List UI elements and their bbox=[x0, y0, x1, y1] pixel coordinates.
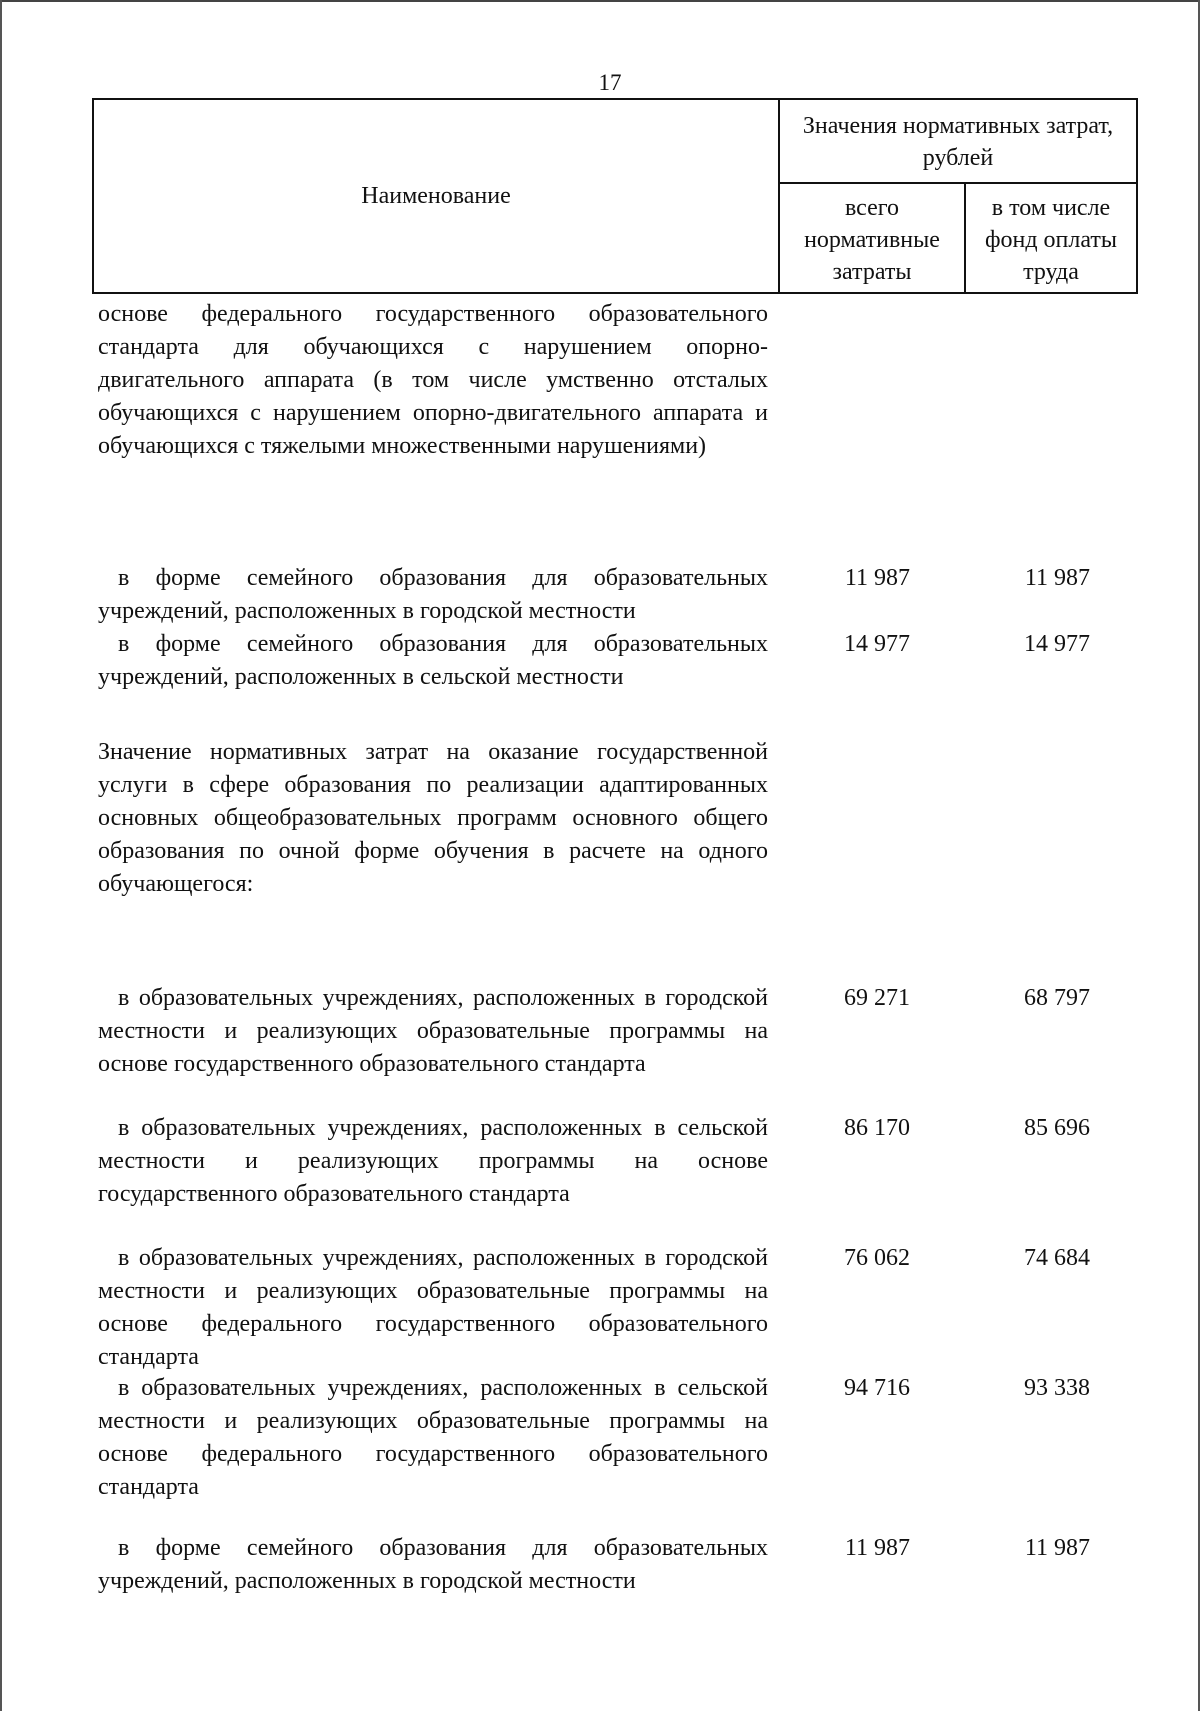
header-wage-fund: в том числе фонд оплаты труда bbox=[984, 195, 1118, 285]
header-total-costs: всего нормативные затраты bbox=[804, 195, 940, 285]
table-row-text: в образовательных учреждениях, расположенных в городской местности и реализующих образовательные программы на основе федерального государственного образовательного стандарта bbox=[98, 1245, 768, 1370]
header-name: Наименование bbox=[361, 183, 511, 209]
table-row-total: 86 170 bbox=[844, 1115, 910, 1141]
section-heading: Значение нормативных затрат на оказание государственной услуги в сфере образования по реализации адаптированных основных общеобразовательных программ основного общего образования по очной форме обучения в расчете на одного обучающегося: bbox=[98, 739, 768, 897]
table-row-wage: 14 977 bbox=[1024, 631, 1090, 657]
table-row-text: в форме семейного образования для образовательных учреждений, расположенных в сельской местности bbox=[98, 631, 768, 690]
header-values-group: Значения нормативных затрат, рублей bbox=[802, 113, 1114, 171]
table-row-wage: 11 987 bbox=[1024, 1535, 1090, 1561]
scan-edge-top bbox=[0, 0, 1200, 2]
table-row-total: 94 716 bbox=[844, 1375, 910, 1401]
table-row-total: 76 062 bbox=[844, 1245, 910, 1271]
table-row-wage: 85 696 bbox=[1024, 1115, 1090, 1141]
table-row-text: в образовательных учреждениях, расположенных в сельской местности и реализующих программы на основе государственного образовательного стандарта bbox=[98, 1115, 768, 1207]
table-row-wage: 74 684 bbox=[1024, 1245, 1090, 1271]
table-row-wage: 68 797 bbox=[1024, 985, 1090, 1011]
table-row-text: в форме семейного образования для образовательных учреждений, расположенных в городской местности bbox=[98, 1535, 768, 1594]
table-row-text: в форме семейного образования для образовательных учреждений, расположенных в городской местности bbox=[98, 565, 768, 624]
page-number: 17 bbox=[598, 70, 622, 95]
table-row-text: в образовательных учреждениях, расположенных в сельской местности и реализующих образовательные программы на основе федерального государственного образовательного стандарта bbox=[98, 1375, 768, 1500]
table-row-wage: 93 338 bbox=[1024, 1375, 1090, 1401]
table-row-total: 69 271 bbox=[844, 985, 910, 1011]
table-row-wage: 11 987 bbox=[1024, 565, 1090, 591]
intro-continuation: основе федерального государственного образовательного стандарта для обучающихся с нарушением опорно-двигательного аппарата (в том числе умственно отсталых обучающихся с нарушением опорно-двигательного аппарата и обучающихся с тяжелыми множественными нарушениями) bbox=[98, 301, 768, 459]
table-row-total: 11 987 bbox=[844, 565, 910, 591]
scan-edge-left bbox=[0, 0, 2, 1711]
table-row-total: 11 987 bbox=[844, 1535, 910, 1561]
table-row-text: в образовательных учреждениях, расположенных в городской местности и реализующих образовательные программы на основе государственного образовательного стандарта bbox=[98, 985, 768, 1077]
header-divider-horizontal bbox=[778, 182, 1138, 184]
table-row-total: 14 977 bbox=[844, 631, 910, 657]
